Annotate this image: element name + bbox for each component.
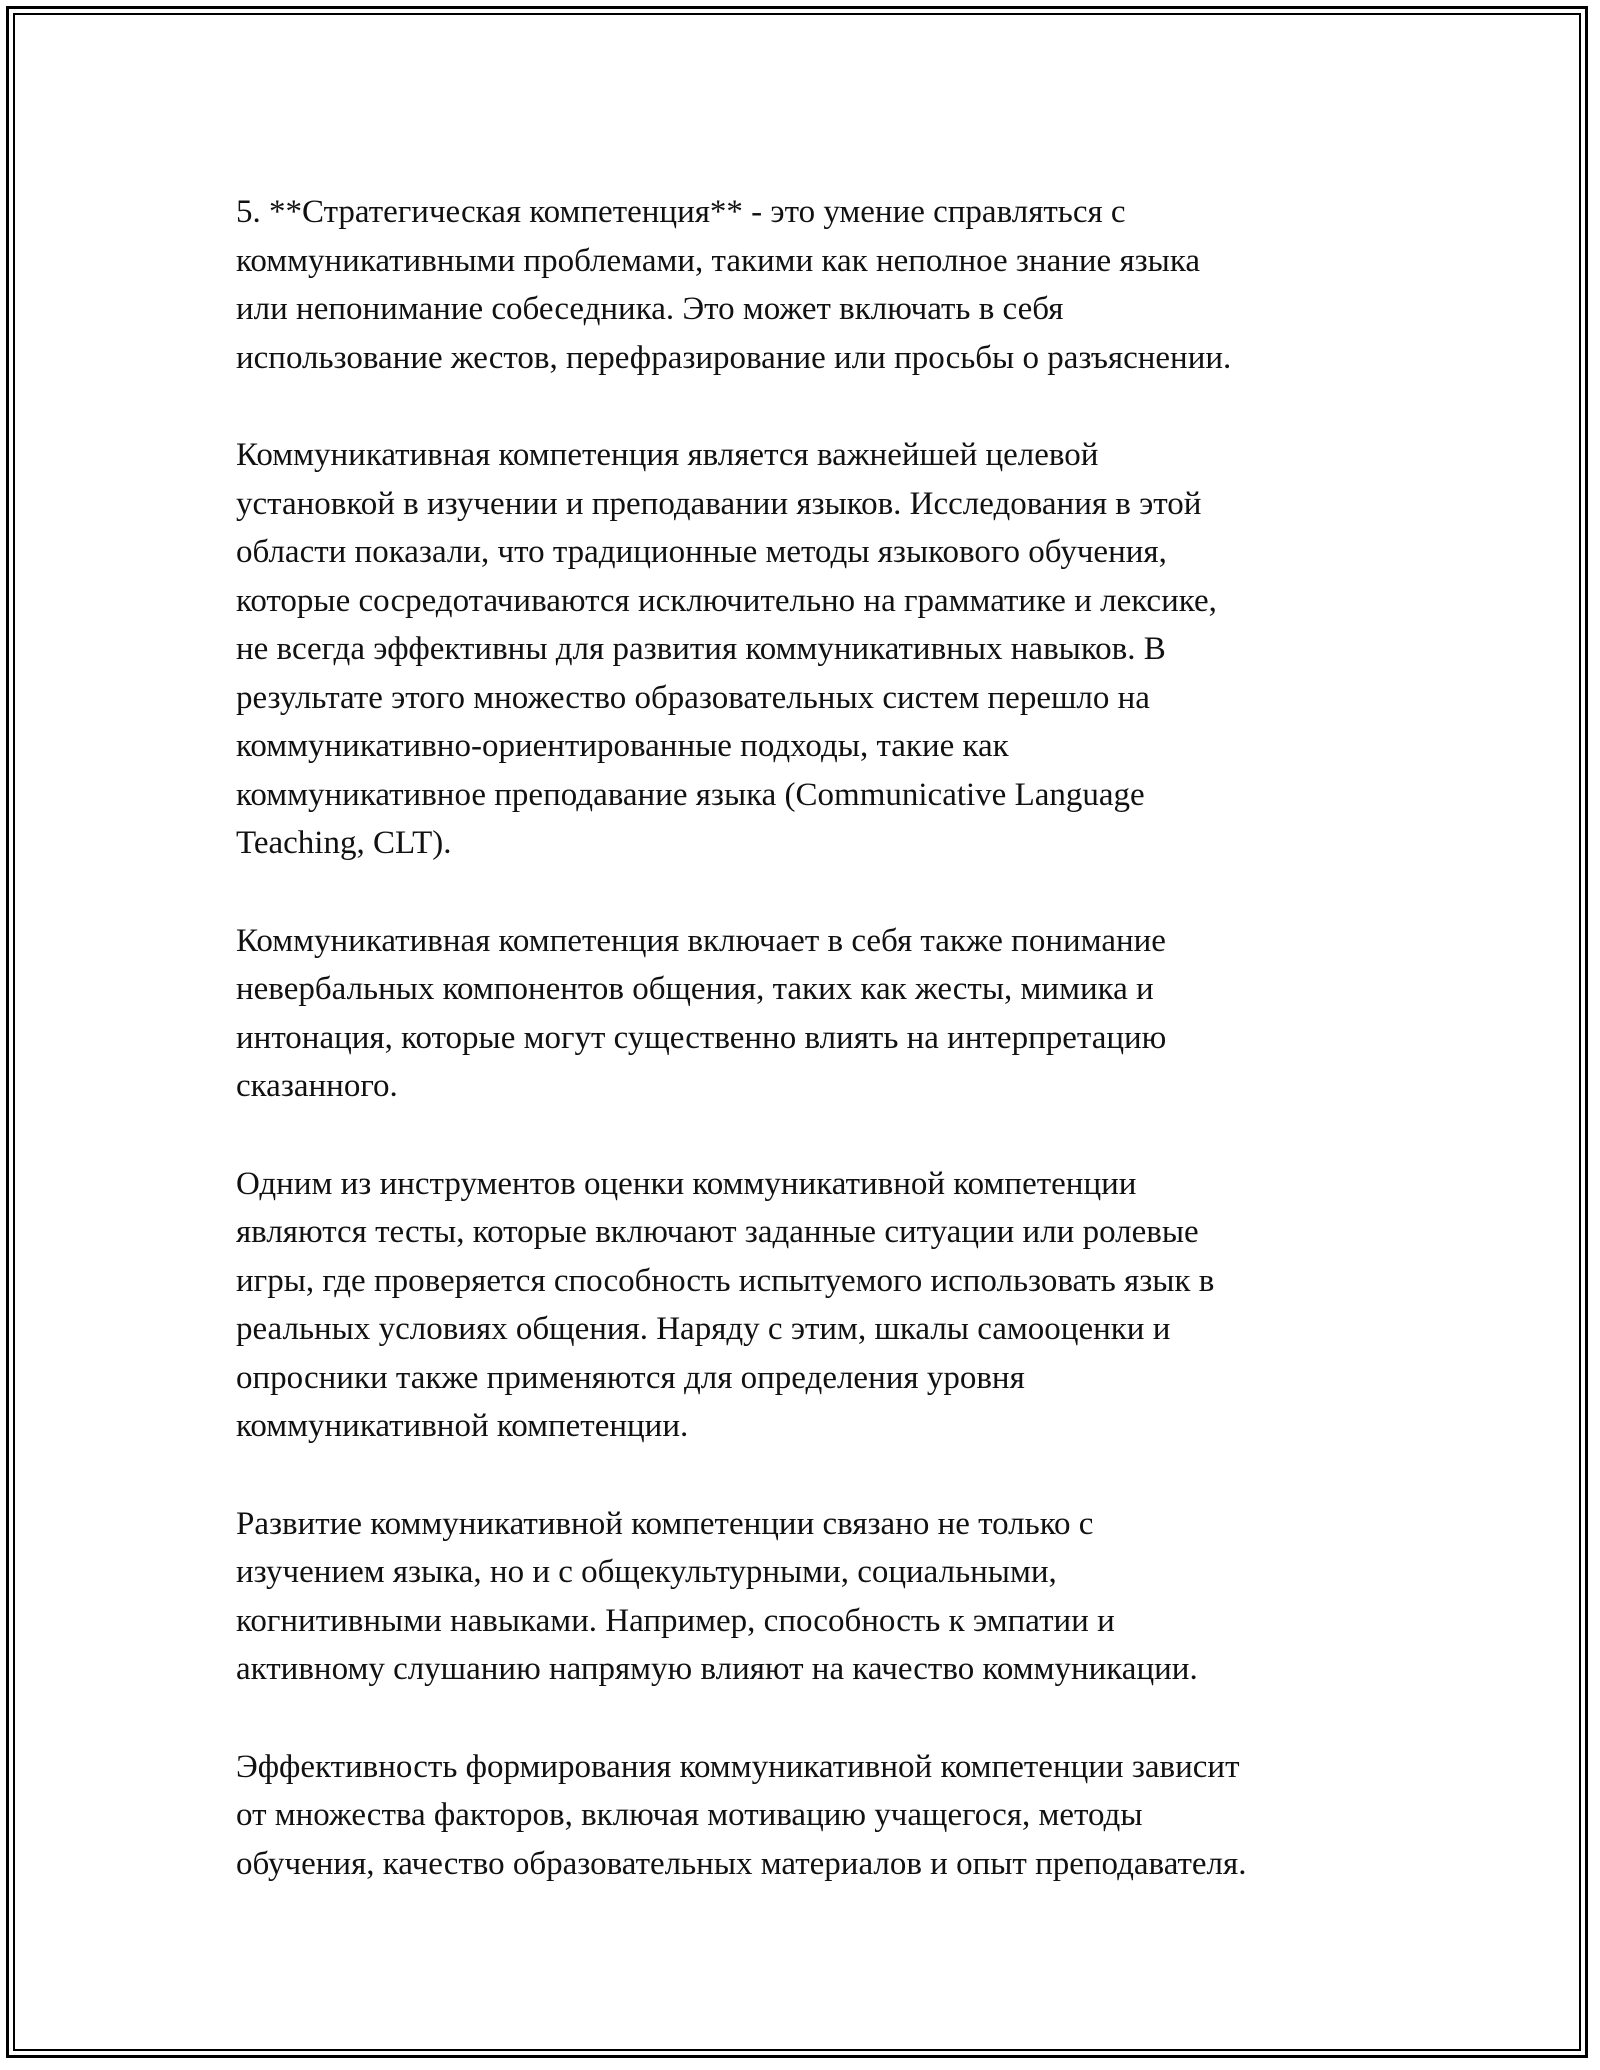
- text-line: результате этого множество образовательных систем перешло на: [236, 679, 1150, 716]
- text-line: использование жестов, перефразирование или просьбы о разъяснении.: [236, 339, 1232, 376]
- text-line: от множества факторов, включая мотивацию учащегося, методы: [236, 1797, 1143, 1833]
- text-line: являются тесты, которые включают заданные ситуации или ролевые: [236, 1214, 1199, 1250]
- text-line: Коммуникативная компетенция включает в себя также понимание: [236, 922, 1166, 959]
- text-line: которые сосредотачиваются исключительно на грамматике и лексике,: [236, 582, 1217, 619]
- text-line: области показали, что традиционные методы языкового обучения,: [236, 534, 1167, 570]
- text-line: Развитие коммуникативной компетенции связано не только с: [236, 1505, 1094, 1542]
- text-line: или непонимание собеседника. Это может включать в себя: [236, 291, 1064, 327]
- text-line: активному слушанию напрямую влияют на качество коммуникации.: [236, 1651, 1198, 1687]
- text-line: интонация, которые могут существенно влиять на интерпретацию: [236, 1019, 1167, 1056]
- paragraph-development: [236, 1500, 1416, 1694]
- text-line: изучением языка, но и с общекультурными, социальными,: [236, 1554, 1057, 1590]
- text-line: игры, где проверяется способность испытуемого использовать язык в: [236, 1262, 1215, 1299]
- text-line: когнитивными навыками. Например, способность к эмпатии и: [236, 1602, 1115, 1639]
- text-line: сказанного.: [236, 1068, 398, 1104]
- text-line: обучения, качество образовательных материалов и опыт преподавателя.: [236, 1845, 1247, 1882]
- document-body: [236, 188, 1416, 1937]
- text-line: коммуникативное преподавание языка (Communicative Language: [236, 776, 1145, 813]
- paragraph-nonverbal-components: [236, 917, 1416, 1111]
- text-line: реальных условиях общения. Наряду с этим, шкалы самооценки и: [236, 1311, 1171, 1347]
- paragraph-assessment-tools: [236, 1160, 1416, 1451]
- text-line: Коммуникативная компетенция является важнейшей целевой: [236, 437, 1099, 473]
- text-line: Одним из инструментов оценки коммуникативной компетенции: [236, 1165, 1137, 1202]
- text-line: коммуникативно-ориентированные подходы, такие как: [236, 728, 1009, 764]
- text-line: опросники также применяются для определения уровня: [236, 1359, 1025, 1396]
- text-line: не всегда эффективны для развития коммуникативных навыков. В: [236, 631, 1166, 667]
- text-line: коммуникативными проблемами, такими как неполное знание языка: [236, 242, 1201, 279]
- paragraph-strategic-competence: [236, 188, 1416, 382]
- paragraph-communicative-competence-goal: [236, 431, 1416, 868]
- text-line: Эффективность формирования коммуникативной компетенции зависит: [236, 1748, 1240, 1785]
- text-line: установкой в изучении и преподавании языков. Исследования в этой: [236, 485, 1202, 522]
- paragraph-effectiveness: [236, 1743, 1416, 1889]
- text-line: 5. **Стратегическая компетенция** - это умение справляться с: [236, 194, 1126, 230]
- text-line: Teaching, CLT).: [236, 825, 452, 861]
- text-line: коммуникативной компетенции.: [236, 1408, 689, 1444]
- text-line: невербальных компонентов общения, таких как жесты, мимика и: [236, 971, 1154, 1007]
